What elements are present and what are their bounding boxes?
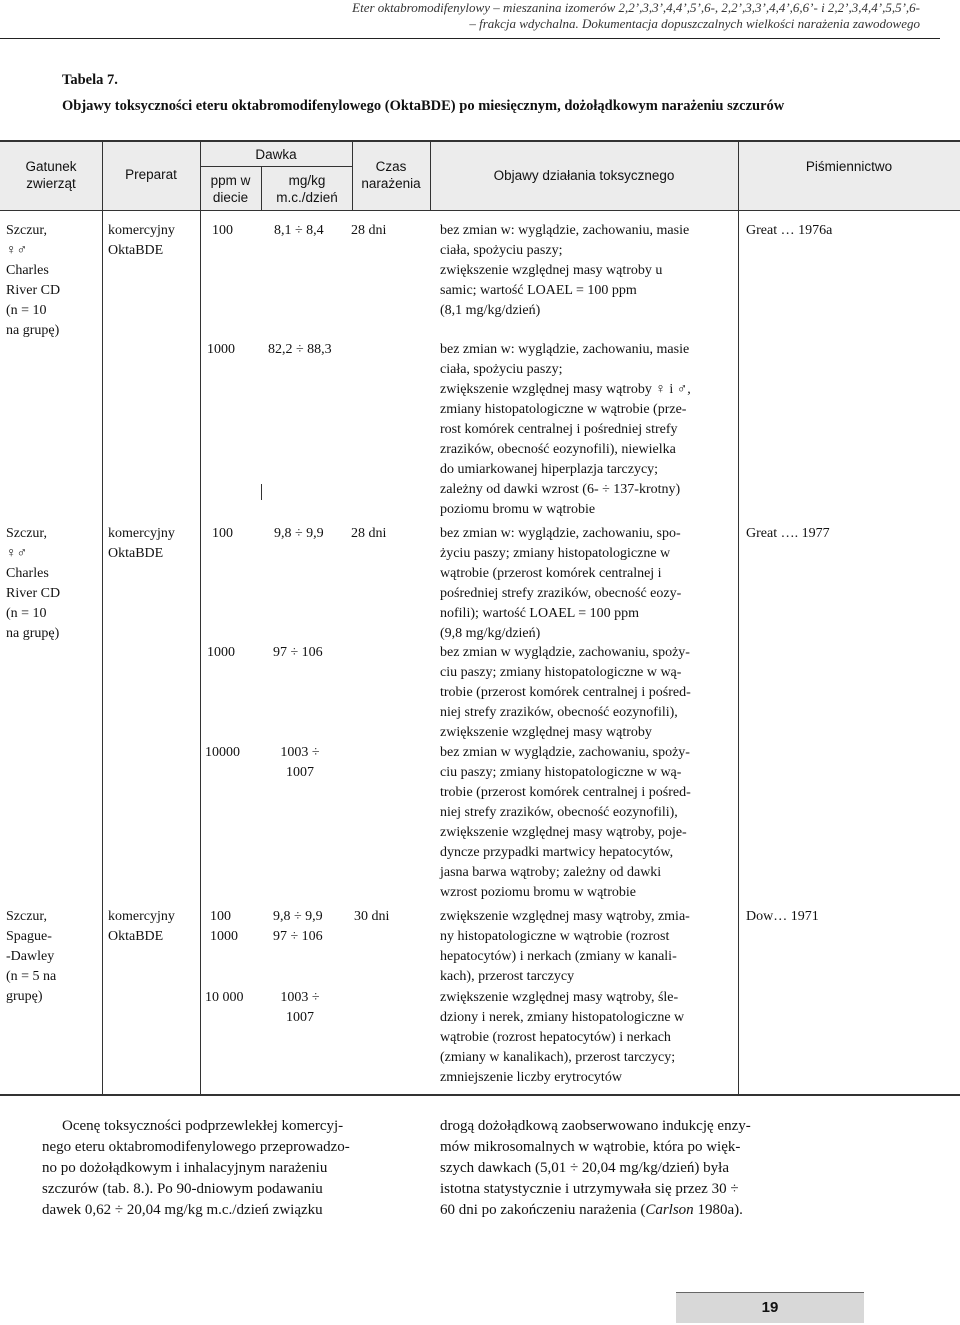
table-title: Objawy toksyczności eteru oktabromodifenylowego (OktaBDE) po miesięcznym, dożołądkowym narażeniu szczurów <box>62 98 785 114</box>
effect-cell: zwiększenie względnej masy wątroby, zmia- ny histopatologiczne w wątrobie (rozrost hepatocytów) i nerkach (zmiany w kanali- kach), przerost tarczycy <box>440 909 690 984</box>
header-references: Piśmiennictwo <box>805 159 893 174</box>
dose-mgkg-cell: 97 ÷ 106 <box>273 645 323 660</box>
header-dose-ppm: ppm w diecie <box>210 173 251 205</box>
effect-cell: bez zmian w wyglądzie, zachowaniu, spoży- ciu paszy; zmiany histopatologiczne w wą- trobie (przerost komórek centralnej i pośred- niej strefy zrazików, obecność eozynofili), zwiększenie względnej masy wątroby, poje- dyncze przypadki martwicy hepatocytów, jasna barwa wątroby; zależny od dawki wzrost poziomu bromu w wątrobie <box>440 745 691 900</box>
header-time: Czas narażenia <box>361 159 421 191</box>
table-label: Tabela 7. <box>62 72 118 88</box>
body-text-right: drogą dożołądkową zaobserwowano indukcję enzy- mów mikrosomalnych w wątrobie, która po więk- szych dawkach (5,01 ÷ 20,04 mg/kg/dzień) była istotna statystycznie i utrzymywała się przez 30 ÷ 60 dni po zakończeniu narażenia (Carlson 1980a). <box>440 1118 751 1218</box>
header-effects: Objawy działania toksycznego <box>493 168 675 183</box>
header-preparation: Preparat <box>125 167 177 182</box>
col-divider <box>200 142 201 1094</box>
effect-cell: bez zmian w: wyglądzie, zachowaniu, masie ciała, spożyciu paszy; zwiększenie względnej masy wątroby u samic; wartość LOAEL = 100 ppm (8,1 mg/kg/dzień) <box>440 223 690 318</box>
preparation-cell: komercyjny OktaBDE <box>108 909 175 944</box>
dose-mgkg-cell: 82,2 ÷ 88,3 <box>268 342 332 357</box>
dose-mgkg-cell: 8,1 ÷ 8,4 <box>274 223 324 238</box>
col-divider <box>102 142 103 1094</box>
reference-cell: Great …. 1977 <box>746 526 830 541</box>
reference-cell: Great … 1976a <box>746 223 833 238</box>
dose-mgkg-cell: 9,8 ÷ 9,9 97 ÷ 106 <box>273 909 323 944</box>
toxicity-table <box>0 140 960 1096</box>
dose-split-fragment <box>261 484 262 500</box>
preparation-cell: komercyjny OktaBDE <box>108 223 175 258</box>
time-cell: 28 dni <box>351 223 387 238</box>
effect-cell: zwiększenie względnej masy wątroby, śle- dziony i nerek, zmiany histopatologiczne w wątrobie (rozrost hepatocytów) i nerkach (zmiany w kanalikach), przerost tarczycy; zmniejszenie liczby erytrocytów <box>440 990 685 1085</box>
header-species: Gatunek zwierząt <box>25 159 77 191</box>
dose-ppm-cell: 1000 <box>207 645 235 660</box>
header-line-1: Eter oktabromodifenylowy – mieszanina izomerów 2,2’,3,3’,4,4’,5’,6-, 2,2’,3,3’,4,4’,6,6’- i 2,2’,3,4,4’,5,5’,6- <box>352 0 920 15</box>
body-text-left: Ocenę toksyczności podprzewlekłej komercyj- nego eteru oktabromodifenylowego przeprowadzo- no po dożołądkowym i inhalacyjnym narażeniu szczurów (tab. 8.). Po 90-dniowym podawaniu dawek 0,62 ÷ 20,04 mg/kg m.c./dzień związku <box>42 1118 350 1218</box>
effect-cell: bez zmian w: wyglądzie, zachowaniu, masie ciała, spożyciu paszy; zwiększenie względnej masy wątroby ♀ i ♂, zmiany histopatologiczne w wątrobie (prze- rost komórek centralnej i pośredniej strefy zrazików, obecność eozynofili), niewielka do umiarkowanej hiperplazja tarczycy; zależny od dawki wzrost (6- ÷ 137-krotny) poziomu bromu w wątrobie <box>440 342 691 517</box>
dose-mgkg-cell: 1003 ÷ 1007 <box>280 990 320 1025</box>
dose-header-rule <box>200 166 352 167</box>
time-cell: 30 dni <box>354 909 390 924</box>
header-dose-mgkg: mg/kg m.c./dzień <box>276 173 338 205</box>
dose-mgkg-cell: 1003 ÷ 1007 <box>280 745 320 780</box>
reference-cell: Dow… 1971 <box>746 909 819 924</box>
time-cell: 28 dni <box>351 526 387 541</box>
dose-ppm-cell: 100 <box>212 223 233 238</box>
species-cell: Szczur, ♀♂ Charles River CD (n = 10 na grupę) <box>6 526 61 641</box>
dose-ppm-cell: 100 <box>212 526 233 541</box>
dose-ppm-cell: 10 000 <box>205 990 244 1005</box>
header-dose: Dawka <box>255 147 297 162</box>
species-cell: Szczur, ♀♂ Charles River CD (n = 10 na grupę) <box>6 223 61 338</box>
page-number: 19 <box>676 1292 864 1323</box>
running-header <box>0 0 940 39</box>
dose-ppm-cell: 1000 <box>207 342 235 357</box>
header-line-2: – frakcja wdychalna. Dokumentacja dopuszczalnych wielkości narażenia zawodowego <box>469 16 920 31</box>
species-cell: Szczur, Spague- -Dawley (n = 5 na grupę) <box>6 909 57 1004</box>
effect-cell: bez zmian w: wyglądzie, zachowaniu, spo- życiu paszy; zmiany histopatologiczne w wątrobie (przerost komórek centralnej i pośredniej strefy zrazików, obecność eozy- nofili); wartość LOAEL = 100 ppm (9,8 mg/kg/dzień) <box>440 526 682 641</box>
effect-cell: bez zmian w wyglądzie, zachowaniu, spoży- ciu paszy; zmiany histopatologiczne w wą- trobie (przerost komórek centralnej i pośred- niej strefy zrazików, obecność eozynofili), zwiększenie względnej masy wątroby <box>440 645 691 740</box>
citation-author: Carlson <box>645 1202 694 1218</box>
dose-mgkg-cell: 9,8 ÷ 9,9 <box>274 526 324 541</box>
preparation-cell: komercyjny OktaBDE <box>108 526 175 561</box>
dose-ppm-cell: 100 1000 <box>210 909 238 944</box>
dose-ppm-cell: 10000 <box>205 745 240 760</box>
